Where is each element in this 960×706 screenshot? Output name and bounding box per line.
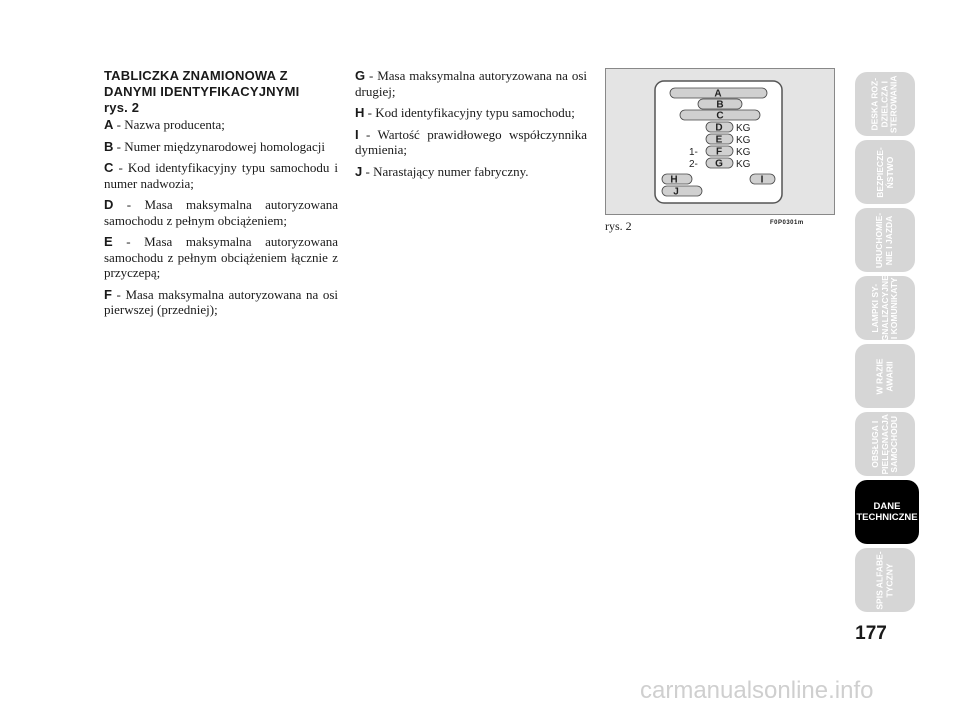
- unit-label-g: KG: [736, 159, 751, 170]
- tab-lampki[interactable]: LAMPKI SY- GNALIZACYJNE I KOMUNIKATY: [855, 276, 915, 340]
- list-item: B - Numer międzynarodowej homologacji: [104, 138, 325, 154]
- field-j: [662, 186, 702, 196]
- id-plate-diagram: [654, 80, 784, 206]
- unit-label-e: KG: [736, 135, 751, 146]
- watermark: carmanualsonline.info: [640, 677, 874, 704]
- field-j-label: J: [673, 186, 679, 198]
- axle-2-label: 2-: [689, 159, 698, 170]
- list-item: F - Masa maksymalna autoryzowana na osi pierwszej (przedniej);: [104, 286, 338, 317]
- tab-obsluga[interactable]: OBSŁUGA I PIELĘGNACJA SAMOCHODU: [855, 412, 915, 476]
- field-a-label: A: [714, 88, 722, 100]
- tab-spis-alfabetyczny[interactable]: SPIS ALFABE- TYCZNY: [855, 548, 915, 612]
- figure-code: F0P0301m: [770, 220, 804, 226]
- field-b-label: B: [716, 99, 724, 111]
- section-heading: [104, 68, 338, 116]
- figure-caption: rys. 2: [605, 219, 632, 233]
- list-item: C - Kod identyfikacyjny typu samochodu i numer nadwozia;: [104, 160, 338, 191]
- field-f-label: F: [715, 146, 723, 158]
- unit-label-f: KG: [736, 147, 751, 158]
- tab-uruchomienie[interactable]: URUCHOMIE- NIE I JAZDA: [855, 208, 915, 272]
- tab-deska-rozdzielcza[interactable]: DESKA ROZ- DZIELCZA I STEROWANIA: [855, 72, 915, 136]
- right-column: [355, 68, 587, 185]
- field-e-label: E: [715, 134, 723, 146]
- list-item: D - Masa maksymalna autoryzowana samochodu z pełnym obciążeniem;: [104, 197, 338, 228]
- heading-line-2: DANYMI IDENTYFIKACYJNYMI: [104, 84, 300, 99]
- field-d-label: D: [715, 122, 723, 134]
- heading-line-1: TABLICZKA ZNAMIONOWA Z: [104, 68, 288, 83]
- list-item: G - Masa maksymalna autoryzowana na osi drugiej;: [355, 68, 587, 99]
- field-g-label: G: [715, 158, 723, 170]
- list-item: I - Wartość prawidłowego współczynnika dymienia;: [355, 126, 587, 157]
- axle-1-label: 1-: [689, 147, 698, 158]
- list-item: J - Narastający numer fabryczny.: [355, 163, 529, 179]
- field-c-label: C: [716, 110, 724, 122]
- tab-w-razie-awarii[interactable]: W RAZIE AWARII: [855, 344, 915, 408]
- list-item: H - Kod identyfikacyjny typu samochodu;: [355, 105, 575, 120]
- list-item: E - Masa maksymalna autoryzowana samochodu z pełnym obciążeniem łącznie z przyczepą;: [104, 234, 338, 280]
- page-number: 177: [855, 623, 887, 644]
- heading-ref: rys. 2: [104, 100, 140, 115]
- left-column: [104, 68, 338, 324]
- field-i-label: I: [760, 174, 764, 186]
- field-h-label: H: [670, 174, 678, 186]
- unit-label-d: KG: [736, 123, 751, 134]
- tab-bezpieczenstwo[interactable]: BEZPIECZE- ŃSTWO: [855, 140, 915, 204]
- tab-dane-techniczne[interactable]: DANE TECHNICZNE: [855, 480, 919, 544]
- list-item: A - Nazwa producenta;: [104, 117, 225, 132]
